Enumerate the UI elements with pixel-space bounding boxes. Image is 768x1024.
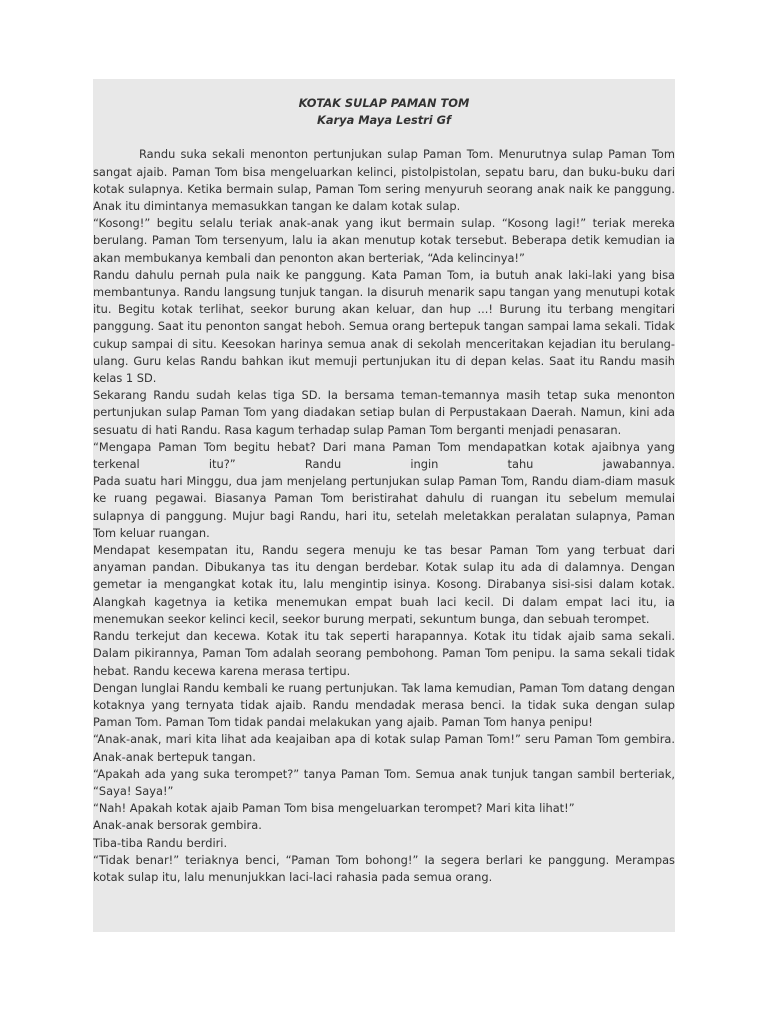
paragraph-7: Mendapat kesempatan itu, Randu segera menuju ke tas besar Paman Tom yang terbuat dari anyaman pandan. Dibukanya tas itu dengan berdebar. Kotak sulap itu ada di dalamnya. Dengan gemetar ia mengangkat kotak itu, lalu mengintip isinya. Kosong. Dirabanya sisi-sisi dalam kotak. Alangkah kagetnya ia ketika menemukan empat buah laci kecil. Di dalam empat laci itu, ia menemukan seekor kelinci kecil, seekor burung merpati, sekuntum bunga, dan sebuah terompet.	[93, 543, 675, 626]
paragraph-15: “Tidak benar!” teriaknya benci, “Paman Tom bohong!” Ia segera berlari ke panggung. Merampas kotak sulap itu, lalu menunjukkan laci-laci rahasia pada semua orang.	[93, 852, 675, 884]
paragraph-8: Randu terkejut dan kecewa. Kotak itu tak seperti harapannya. Kotak itu tidak ajaib sama sekali. Dalam pikirannya, Paman Tom adalah seorang pembohong. Paman Tom penipu. Ia sama sekali tidak hebat. Randu kecewa karena merasa tertipu.	[93, 629, 675, 678]
paragraph-9: Dengan lunglai Randu kembali ke ruang pertunjukan. Tak lama kemudian, Paman Tom datang dengan kotaknya yang ternyata tidak ajaib. Randu mendadak merasa benci. Ia tidak suka dengan sulap Paman Tom. Paman Tom tidak pandai melakukan yang ajaib. Paman Tom hanya penipu!	[93, 680, 675, 730]
paragraph-2: “Kosong!” begitu selalu teriak anak-anak yang ikut bermain sulap. “Kosong lagi!” teriak mereka berulang. Paman Tom tersenyum, lalu ia akan menutup kotak tersebut. Beberapa detik kemudian ia akan membukanya kembali dan penonton akan berteriak, “Ada kelincinya!”	[93, 216, 675, 265]
paragraph-12: “Nah! Apakah kotak ajaib Paman Tom bisa mengeluarkan terompet? Mari kita lihat!”	[93, 801, 575, 816]
paragraph-14: Tiba-tiba Randu berdiri.	[93, 835, 228, 850]
paragraph-6: Pada suatu hari Minggu, dua jam menjelang pertunjukan sulap Paman Tom, Randu diam-diam masuk ke ruang pegawai. Biasanya Paman Tom beristirahat dahulu di ruangan itu sebelum memulai sulapnya di panggung. Mujur bagi Randu, hari itu, setelah meletakkan peralatan sulapnya, Paman Tom keluar ruangan.	[93, 474, 675, 540]
story-author: Karya Maya Lestri Gf	[317, 113, 451, 128]
paragraph-1: Randu suka sekali menonton pertunjukan sulap Paman Tom. Menurutnya sulap Paman Tom sangat ajaib. Paman Tom bisa mengeluarkan kelinci, pistolpistolan, sepatu baru, dan buku-buku dari kotak sulapnya. Ketika bermain sulap, Paman Tom sering menyuruh seorang anak naik ke panggung. Anak itu dimintanya memasukkan tangan ke dalam kotak sulap.	[93, 147, 675, 214]
paragraph-10: “Anak-anak, mari kita lihat ada keajaiban apa di kotak sulap Paman Tom!” seru Paman Tom gembira. Anak-anak bertepuk tangan.	[93, 732, 675, 764]
paragraph-13: Anak-anak bersorak gembira.	[93, 818, 262, 833]
paragraph-5: “Mengapa Paman Tom begitu hebat? Dari mana Paman Tom mendapatkan kotak ajaibnya yang terkenal itu?” Randu ingin tahu jawabannya.	[93, 439, 675, 472]
document-body	[93, 95, 675, 886]
story-title: KOTAK SULAP PAMAN TOM	[298, 96, 470, 110]
paragraph-11: “Apakah ada yang suka terompet?” tanya Paman Tom. Semua anak tunjuk tangan sambil berteriak, “Saya! Saya!”	[93, 766, 675, 798]
document-page	[93, 79, 675, 932]
paragraph-3: Randu dahulu pernah pula naik ke panggung. Kata Paman Tom, ia butuh anak laki-laki yang bisa membantunya. Randu langsung tunjuk tangan. Ia disuruh menarik sapu tangan yang menutupi kotak itu. Begitu kotak terlihat, seekor burung akan keluar, dan hup ...! Burung itu terbang mengitari panggung. Saat itu penonton sangat heboh. Semua orang bertepuk tangan sampai lama sekali. Tidak cukup sampai di situ. Keesokan harinya semua anak di sekolah menceritakan kejadian itu berulang-ulang. Guru kelas Randu bahkan ikut memuji pertunjukan itu di depan kelas. Saat itu Randu masih kelas 1 SD.	[93, 267, 675, 386]
paragraph-4: Sekarang Randu sudah kelas tiga SD. Ia bersama teman-temannya masih tetap suka menonton pertunjukan sulap Paman Tom yang diadakan setiap bulan di Perpustakaan Daerah. Namun, kini ada sesuatu di hati Randu. Rasa kagum terhadap sulap Paman Tom berganti menjadi penasaran.	[93, 388, 675, 437]
